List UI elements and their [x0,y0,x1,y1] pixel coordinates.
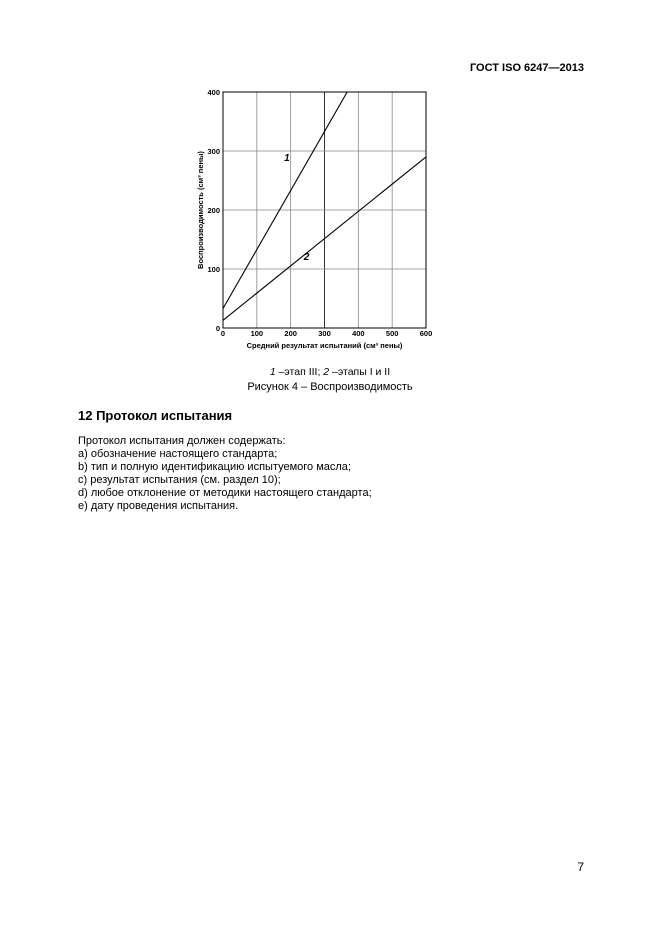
x-axis-label: Средний результат испытаний (см³ пены) [246,341,403,350]
x-tick-label: 0 [220,329,226,338]
y-tick-label: 100 [207,265,220,274]
y-tick-label: 200 [207,206,220,215]
x-tick-label: 400 [352,329,365,338]
chart-ticks [207,88,432,338]
legend-series-1-text: –этап III; [275,366,324,378]
list-item: c) результат испытания (см. раздел 10); [78,474,281,486]
y-tick-label: 0 [215,324,220,333]
x-tick-label: 500 [385,329,399,338]
section-intro: Протокол испытания должен содержать: [78,435,286,447]
document-code: ГОСТ ISO 6247—2013 [469,62,584,74]
legend-series-1-number: 1 [269,366,276,378]
list-item: a) обозначение настоящего стандарта; [78,448,278,460]
x-tick-label: 300 [318,329,331,338]
section-body [78,435,578,513]
series-line-1 [223,92,347,309]
y-tick-label: 300 [207,147,220,156]
series-label-1: 1 [284,153,290,165]
section-heading: 12 Протокол испытания [78,408,233,423]
list-item: e) дату проведения испытания. [78,500,239,512]
list-item: b) тип и полную идентификацию испытуемого масла; [78,461,351,473]
y-tick-label: 400 [207,88,220,97]
x-tick-label: 600 [419,329,433,338]
figure-legend [130,366,530,378]
list-item: d) любое отклонение от методики настоящего стандарта; [78,487,372,499]
figure-caption: Рисунок 4 – Воспроизводимость [247,381,413,393]
page-number: 7 [577,860,584,874]
x-tick-label: 200 [284,329,297,338]
x-tick-label: 100 [250,329,264,338]
series-label-2: 2 [303,252,310,264]
legend-series-2-number: 2 [323,366,330,378]
y-axis-label: Воспроизводимость (см³ пены) [196,151,205,269]
legend-series-2-text: –этапы I и II [329,366,391,378]
chart-grid [223,92,426,328]
